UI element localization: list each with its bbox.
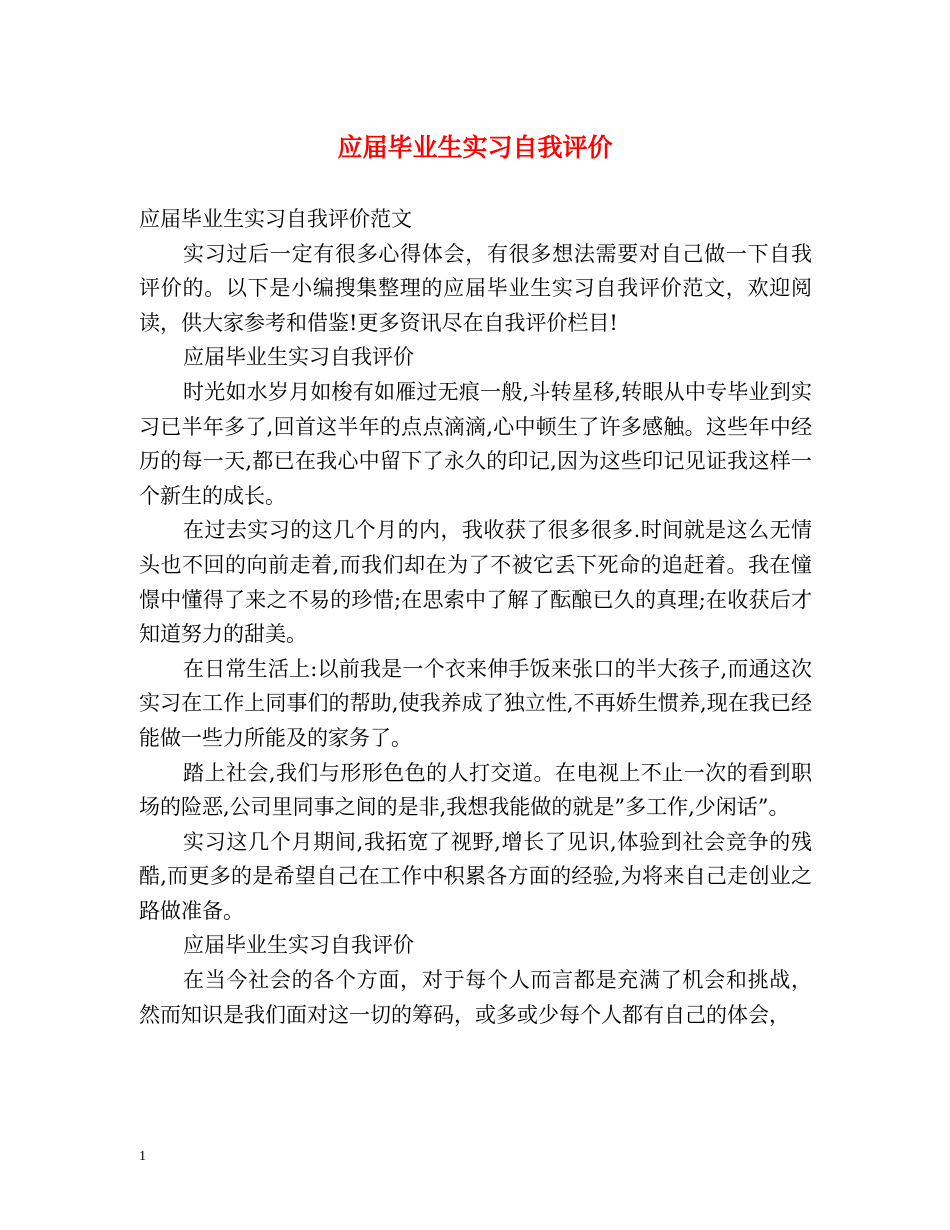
document-body [139, 202, 812, 1032]
paragraph: 踏上社会,我们与形形色色的人打交道。在电视上不止一次的看到职场的险恶,公司里同事之间的是非,我想我能做的就是”多工作,少闲话”。 [139, 760, 812, 820]
paragraph: 在当今社会的各个方面，对于每个人而言都是充满了机会和挑战，然而知识是我们面对这一切的筹码，或多或少每个人都有自己的体会， [139, 968, 812, 1027]
paragraph: 在过去实习的这几个月的内，我收获了很多很多.时间就是这么无情头也不回的向前走着,而我们却在为了不被它丢下死命的追赶着。我在憧憬中懂得了来之不易的珍惜;在思索中了解了酝酿已久的真理;在收获后才知道努力的甜美。 [139, 518, 812, 647]
paragraph-heading: 应届毕业生实习自我评价 [183, 933, 414, 958]
paragraph: 实习这几个月期间,我拓宽了视野,增长了见识,体验到社会竞争的残酷,而更多的是希望自己在工作中积累各方面的经验,为将来自己走创业之路做准备。 [139, 829, 812, 923]
paragraph-subtitle: 应届毕业生实习自我评价范文 [139, 207, 412, 231]
paragraph: 在日常生活上:以前我是一个衣来伸手饭来张口的半大孩子,而通这次实习在工作上同事们的帮助,使我养成了独立性,不再娇生惯养,现在我已经能做一些力所能及的家务了。 [139, 656, 812, 750]
paragraph-intro: 实习过后一定有很多心得体会，有很多想法需要对自己做一下自我评价的。以下是小编搜集整理的应届毕业生实习自我评价范文，欢迎阅读，供大家参考和借鉴!更多资讯尽在自我评价栏目! [139, 241, 812, 335]
paragraph-heading: 应届毕业生实习自我评价 [183, 345, 414, 370]
page-number: 1 [139, 1149, 146, 1164]
document-title: 应届毕业生实习自我评价 [337, 133, 613, 162]
paragraph: 时光如水岁月如梭有如雁过无痕一般,斗转星移,转眼从中专毕业到实习已半年多了,回首这半年的点点滴滴,心中顿生了许多感触。这些年中经历的每一天,都已在我心中留下了永久的印记,因为这些印记见证我这样一个新生的成长。 [139, 379, 812, 508]
